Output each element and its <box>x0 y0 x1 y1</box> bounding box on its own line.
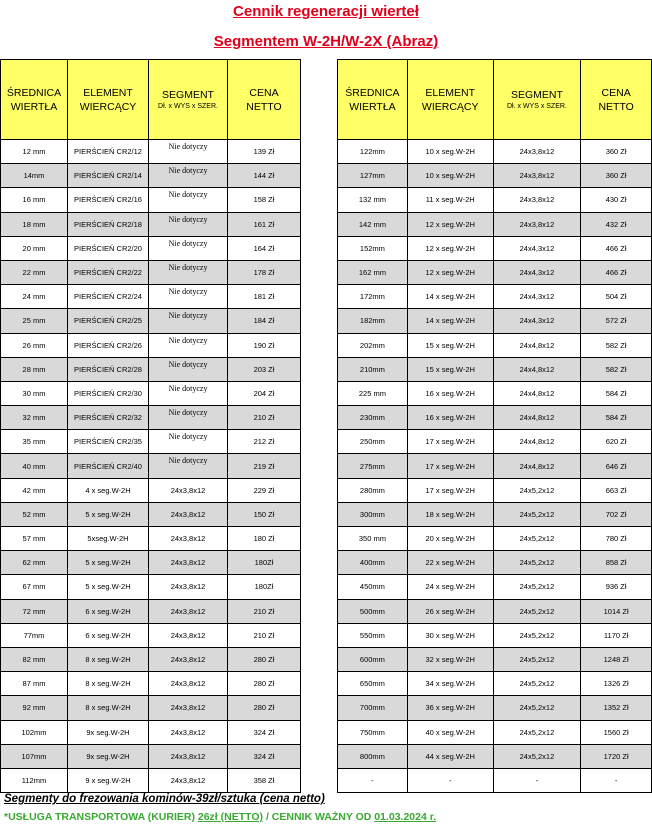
diameter-cell: 62 mm <box>1 551 68 575</box>
price-table-left <box>0 59 301 793</box>
element-cell: 14 x seg.W-2H <box>407 309 493 333</box>
segment-cell: 24x4,8x12 <box>493 333 581 357</box>
price-cell: 210 Zł <box>228 406 301 430</box>
element-cell: - <box>407 768 493 792</box>
segment-cell: Nie dotyczy <box>149 454 228 478</box>
table-row <box>1 454 301 478</box>
element-cell: 34 x seg.W-2H <box>407 672 493 696</box>
element-cell: 9 x seg.W-2H <box>68 768 149 792</box>
diameter-cell: 20 mm <box>1 236 68 260</box>
segment-cell: 24x5,2x12 <box>493 647 581 671</box>
element-cell: 32 x seg.W-2H <box>407 647 493 671</box>
diameter-cell: 16 mm <box>1 188 68 212</box>
price-cell: 180Zł <box>228 575 301 599</box>
diameter-cell: 25 mm <box>1 309 68 333</box>
price-cell: 210 Zł <box>228 599 301 623</box>
element-cell: 8 x seg.W-2H <box>68 672 149 696</box>
price-cell: 572 Zł <box>581 309 652 333</box>
table-row <box>1 212 301 236</box>
price-cell: 139 Zł <box>228 140 301 164</box>
table-row <box>1 333 301 357</box>
footer-segments-note: Segmenty do frezowania kominów-39zł/sztuka (cena netto) <box>4 793 325 805</box>
element-cell: PIERŚCIEŃ CR2/22 <box>68 260 149 284</box>
table-row <box>1 575 301 599</box>
element-cell: 30 x seg.W-2H <box>407 623 493 647</box>
segment-cell: 24x5,2x12 <box>493 744 581 768</box>
price-cell: 430 Zł <box>581 188 652 212</box>
price-cell: 212 Zł <box>228 430 301 454</box>
price-cell: 432 Zł <box>581 212 652 236</box>
table-row <box>1 164 301 188</box>
table-row <box>338 551 652 575</box>
table-row <box>1 527 301 551</box>
segment-cell: 24x4,3x12 <box>493 309 581 333</box>
segment-cell: Nie dotyczy <box>149 430 228 454</box>
diameter-cell: 350 mm <box>338 527 408 551</box>
price-cell: 324 Zł <box>228 720 301 744</box>
element-cell: 14 x seg.W-2H <box>407 285 493 309</box>
segment-cell: 24x5,2x12 <box>493 672 581 696</box>
segment-cell: 24x5,2x12 <box>493 623 581 647</box>
diameter-cell: 202mm <box>338 333 408 357</box>
price-table-right <box>337 59 652 793</box>
element-cell: PIERŚCIEŃ CR2/24 <box>68 285 149 309</box>
table-row <box>338 164 652 188</box>
element-cell: 10 x seg.W-2H <box>407 164 493 188</box>
price-cell: 504 Zł <box>581 285 652 309</box>
price-cell: - <box>581 768 652 792</box>
segment-cell: - <box>493 768 581 792</box>
page-subtitle: Segmentem W-2H/W-2X (Abraz) <box>213 33 439 50</box>
price-cell: 1326 Zł <box>581 672 652 696</box>
table-row <box>1 672 301 696</box>
diameter-cell: 18 mm <box>1 212 68 236</box>
segment-cell: 24x5,2x12 <box>493 720 581 744</box>
diameter-cell: 450mm <box>338 575 408 599</box>
diameter-cell: 82 mm <box>1 647 68 671</box>
element-cell: 17 x seg.W-2H <box>407 430 493 454</box>
price-cell: 466 Zł <box>581 260 652 284</box>
segment-cell: 24x5,2x12 <box>493 527 581 551</box>
table-row <box>338 647 652 671</box>
segment-cell: 24x4,8x12 <box>493 430 581 454</box>
price-cell: 164 Zł <box>228 236 301 260</box>
diameter-cell: 32 mm <box>1 406 68 430</box>
price-cell: 324 Zł <box>228 744 301 768</box>
table-row <box>1 357 301 381</box>
table-row <box>1 696 301 720</box>
price-cell: 584 Zł <box>581 406 652 430</box>
table-row <box>338 212 652 236</box>
table-row <box>338 768 652 792</box>
element-cell: 12 x seg.W-2H <box>407 236 493 260</box>
diameter-cell: 28 mm <box>1 357 68 381</box>
diameter-cell: 14mm <box>1 164 68 188</box>
segment-cell: 24x4,8x12 <box>493 454 581 478</box>
price-cell: 144 Zł <box>228 164 301 188</box>
segment-cell: Nie dotyczy <box>149 140 228 164</box>
table-row <box>338 623 652 647</box>
price-cell: 203 Zł <box>228 357 301 381</box>
table-row <box>338 575 652 599</box>
price-cell: 582 Zł <box>581 333 652 357</box>
price-cell: 358 Zł <box>228 768 301 792</box>
element-cell: 10 x seg.W-2H <box>407 140 493 164</box>
price-cell: 858 Zł <box>581 551 652 575</box>
diameter-cell: 800mm <box>338 744 408 768</box>
element-cell: 5 x seg.W-2H <box>68 502 149 526</box>
table-row <box>1 478 301 502</box>
table-row <box>1 381 301 405</box>
header-element: ELEMENT WIERCĄCY <box>68 60 149 140</box>
price-cell: 210 Zł <box>228 623 301 647</box>
diameter-cell: 77mm <box>1 623 68 647</box>
diameter-cell: 35 mm <box>1 430 68 454</box>
segment-cell: 24x3,8x12 <box>149 551 228 575</box>
segment-cell: 24x3,8x12 <box>149 623 228 647</box>
price-cell: 180 Zł <box>228 527 301 551</box>
diameter-cell: - <box>338 768 408 792</box>
diameter-cell: 87 mm <box>1 672 68 696</box>
element-cell: 17 x seg.W-2H <box>407 478 493 502</box>
segment-cell: 24x3,8x12 <box>149 575 228 599</box>
table-row <box>1 236 301 260</box>
table-row <box>1 406 301 430</box>
segment-cell: 24x3,8x12 <box>149 768 228 792</box>
element-cell: PIERŚCIEŃ CR2/12 <box>68 140 149 164</box>
segment-cell: 24x3,8x12 <box>149 696 228 720</box>
table-row <box>338 140 652 164</box>
element-cell: 4 x seg.W-2H <box>68 478 149 502</box>
element-cell: PIERŚCIEŃ CR2/32 <box>68 406 149 430</box>
table-row <box>1 502 301 526</box>
element-cell: 16 x seg.W-2H <box>407 381 493 405</box>
price-cell: 184 Zł <box>228 309 301 333</box>
price-cell: 1170 Zł <box>581 623 652 647</box>
diameter-cell: 300mm <box>338 502 408 526</box>
element-cell: 11 x seg.W-2H <box>407 188 493 212</box>
segment-cell: 24x4,3x12 <box>493 260 581 284</box>
segment-cell: 24x3,8x12 <box>149 527 228 551</box>
header-segment: SEGMENT Dł. x WYS x SZER. <box>149 60 228 140</box>
element-cell: 15 x seg.W-2H <box>407 333 493 357</box>
segment-cell: 24x3,8x12 <box>149 720 228 744</box>
price-cell: 280 Zł <box>228 696 301 720</box>
price-cell: 204 Zł <box>228 381 301 405</box>
table-row <box>338 478 652 502</box>
element-cell: 15 x seg.W-2H <box>407 357 493 381</box>
element-cell: PIERŚCIEŃ CR2/25 <box>68 309 149 333</box>
table-row <box>338 502 652 526</box>
table-row <box>338 381 652 405</box>
header-diameter: ŚREDNICA WIERTŁA <box>1 60 68 140</box>
element-cell: 8 x seg.W-2H <box>68 647 149 671</box>
element-cell: 44 x seg.W-2H <box>407 744 493 768</box>
segment-cell: 24x3,8x12 <box>149 647 228 671</box>
price-cell: 150 Zł <box>228 502 301 526</box>
segment-cell: 24x5,2x12 <box>493 551 581 575</box>
table-row <box>338 744 652 768</box>
price-cell: 780 Zł <box>581 527 652 551</box>
table-row <box>1 188 301 212</box>
table-row <box>338 720 652 744</box>
diameter-cell: 650mm <box>338 672 408 696</box>
table-row <box>1 309 301 333</box>
segment-cell: 24x3,8x12 <box>149 478 228 502</box>
table-row <box>338 333 652 357</box>
element-cell: 18 x seg.W-2H <box>407 502 493 526</box>
element-cell: 12 x seg.W-2H <box>407 212 493 236</box>
element-cell: PIERŚCIEŃ CR2/20 <box>68 236 149 260</box>
diameter-cell: 182mm <box>338 309 408 333</box>
table-row <box>1 140 301 164</box>
diameter-cell: 24 mm <box>1 285 68 309</box>
segment-cell: 24x4,8x12 <box>493 406 581 430</box>
table-row <box>1 647 301 671</box>
header-price: CENA NETTO <box>228 60 301 140</box>
diameter-cell: 26 mm <box>1 333 68 357</box>
price-cell: 181 Zł <box>228 285 301 309</box>
price-cell: 620 Zł <box>581 430 652 454</box>
diameter-cell: 230mm <box>338 406 408 430</box>
diameter-cell: 67 mm <box>1 575 68 599</box>
element-cell: 5 x seg.W-2H <box>68 575 149 599</box>
diameter-cell: 275mm <box>338 454 408 478</box>
element-cell: PIERŚCIEŃ CR2/26 <box>68 333 149 357</box>
segment-cell: 24x5,2x12 <box>493 575 581 599</box>
price-cell: 663 Zł <box>581 478 652 502</box>
diameter-cell: 500mm <box>338 599 408 623</box>
segment-cell: Nie dotyczy <box>149 285 228 309</box>
element-cell: 12 x seg.W-2H <box>407 260 493 284</box>
segment-cell: 24x3,8x12 <box>149 502 228 526</box>
price-cell: 1352 Zł <box>581 696 652 720</box>
diameter-cell: 225 mm <box>338 381 408 405</box>
element-cell: 17 x seg.W-2H <box>407 454 493 478</box>
segment-cell: Nie dotyczy <box>149 164 228 188</box>
table-row <box>338 188 652 212</box>
price-cell: 280 Zł <box>228 672 301 696</box>
table-row <box>1 260 301 284</box>
segment-cell: Nie dotyczy <box>149 357 228 381</box>
diameter-cell: 152mm <box>338 236 408 260</box>
price-cell: 360 Zł <box>581 140 652 164</box>
segment-cell: Nie dotyczy <box>149 406 228 430</box>
segment-cell: 24x3,8x12 <box>493 140 581 164</box>
price-cell: 466 Zł <box>581 236 652 260</box>
element-cell: 26 x seg.W-2H <box>407 599 493 623</box>
diameter-cell: 400mm <box>338 551 408 575</box>
diameter-cell: 102mm <box>1 720 68 744</box>
price-cell: 178 Zł <box>228 260 301 284</box>
diameter-cell: 280mm <box>338 478 408 502</box>
element-cell: 8 x seg.W-2H <box>68 696 149 720</box>
price-cell: 280 Zł <box>228 647 301 671</box>
element-cell: PIERŚCIEŃ CR2/35 <box>68 430 149 454</box>
table-row <box>1 720 301 744</box>
price-cell: 702 Zł <box>581 502 652 526</box>
table-row <box>338 454 652 478</box>
element-cell: 6 x seg.W-2H <box>68 623 149 647</box>
segment-cell: 24x3,8x12 <box>493 188 581 212</box>
segment-cell: 24x3,8x12 <box>493 164 581 188</box>
segment-cell: Nie dotyczy <box>149 381 228 405</box>
element-cell: PIERŚCIEŃ CR2/30 <box>68 381 149 405</box>
price-cell: 190 Zł <box>228 333 301 357</box>
segment-cell: Nie dotyczy <box>149 212 228 236</box>
table-row <box>1 599 301 623</box>
price-cell: 161 Zł <box>228 212 301 236</box>
diameter-cell: 122mm <box>338 140 408 164</box>
segment-cell: 24x4,8x12 <box>493 357 581 381</box>
header-diameter: ŚREDNICA WIERTŁA <box>338 60 408 140</box>
diameter-cell: 52 mm <box>1 502 68 526</box>
price-cell: 1560 Zł <box>581 720 652 744</box>
table-row <box>1 768 301 792</box>
segment-cell: 24x3,8x12 <box>493 212 581 236</box>
element-cell: 6 x seg.W-2H <box>68 599 149 623</box>
table-row <box>338 285 652 309</box>
diameter-cell: 600mm <box>338 647 408 671</box>
element-cell: 5 x seg.W-2H <box>68 551 149 575</box>
element-cell: 20 x seg.W-2H <box>407 527 493 551</box>
diameter-cell: 172mm <box>338 285 408 309</box>
table-row <box>1 285 301 309</box>
segment-cell: 24x3,8x12 <box>149 599 228 623</box>
header-segment: SEGMENT Dł. x WYS x SZER. <box>493 60 581 140</box>
price-cell: 646 Zł <box>581 454 652 478</box>
price-cell: 180Zł <box>228 551 301 575</box>
diameter-cell: 30 mm <box>1 381 68 405</box>
diameter-cell: 750mm <box>338 720 408 744</box>
price-cell: 936 Zł <box>581 575 652 599</box>
segment-cell: 24x3,8x12 <box>149 672 228 696</box>
element-cell: 9x seg.W-2H <box>68 744 149 768</box>
segment-cell: 24x5,2x12 <box>493 478 581 502</box>
diameter-cell: 142 mm <box>338 212 408 236</box>
diameter-cell: 12 mm <box>1 140 68 164</box>
segment-cell: Nie dotyczy <box>149 309 228 333</box>
price-cell: 158 Zł <box>228 188 301 212</box>
price-cell: 1248 Zł <box>581 647 652 671</box>
element-cell: 5xseg.W-2H <box>68 527 149 551</box>
element-cell: PIERŚCIEŃ CR2/18 <box>68 212 149 236</box>
table-row <box>338 527 652 551</box>
segment-cell: 24x5,2x12 <box>493 696 581 720</box>
diameter-cell: 57 mm <box>1 527 68 551</box>
table-row <box>338 260 652 284</box>
segment-cell: Nie dotyczy <box>149 188 228 212</box>
table-row <box>338 309 652 333</box>
segment-cell: 24x4,3x12 <box>493 236 581 260</box>
element-cell: 36 x seg.W-2H <box>407 696 493 720</box>
table-row <box>338 236 652 260</box>
element-cell: 24 x seg.W-2H <box>407 575 493 599</box>
price-cell: 582 Zł <box>581 357 652 381</box>
page-title: Cennik regeneracji wierteł <box>233 3 419 20</box>
diameter-cell: 72 mm <box>1 599 68 623</box>
diameter-cell: 700mm <box>338 696 408 720</box>
table-row <box>338 430 652 454</box>
diameter-cell: 132 mm <box>338 188 408 212</box>
price-cell: 1720 Zł <box>581 744 652 768</box>
table-row <box>1 430 301 454</box>
diameter-cell: 42 mm <box>1 478 68 502</box>
segment-cell: Nie dotyczy <box>149 333 228 357</box>
element-cell: 40 x seg.W-2H <box>407 720 493 744</box>
header-price: CENA NETTO <box>581 60 652 140</box>
segment-cell: Nie dotyczy <box>149 236 228 260</box>
element-cell: 22 x seg.W-2H <box>407 551 493 575</box>
diameter-cell: 112mm <box>1 768 68 792</box>
table-row <box>1 551 301 575</box>
diameter-cell: 40 mm <box>1 454 68 478</box>
price-cell: 1014 Zł <box>581 599 652 623</box>
diameter-cell: 250mm <box>338 430 408 454</box>
segment-cell: 24x5,2x12 <box>493 502 581 526</box>
element-cell: 16 x seg.W-2H <box>407 406 493 430</box>
diameter-cell: 22 mm <box>1 260 68 284</box>
table-row <box>338 357 652 381</box>
segment-cell: 24x3,8x12 <box>149 744 228 768</box>
element-cell: PIERŚCIEŃ CR2/14 <box>68 164 149 188</box>
diameter-cell: 127mm <box>338 164 408 188</box>
table-row <box>1 623 301 647</box>
price-cell: 219 Zł <box>228 454 301 478</box>
element-cell: PIERŚCIEŃ CR2/40 <box>68 454 149 478</box>
segment-cell: Nie dotyczy <box>149 260 228 284</box>
price-cell: 229 Zł <box>228 478 301 502</box>
table-row <box>338 406 652 430</box>
diameter-cell: 550mm <box>338 623 408 647</box>
table-row <box>338 696 652 720</box>
diameter-cell: 162 mm <box>338 260 408 284</box>
table-row <box>338 599 652 623</box>
element-cell: PIERŚCIEŃ CR2/28 <box>68 357 149 381</box>
footer-transport-note: *USŁUGA TRANSPORTOWA (KURIER) 26zł (NETTO) / CENNIK WAŻNY OD 01.03.2024 r. <box>4 811 437 823</box>
element-cell: PIERŚCIEŃ CR2/16 <box>68 188 149 212</box>
header-element: ELEMENT WIERCĄCY <box>407 60 493 140</box>
diameter-cell: 92 mm <box>1 696 68 720</box>
price-cell: 584 Zł <box>581 381 652 405</box>
segment-cell: 24x4,3x12 <box>493 285 581 309</box>
element-cell: 9x seg.W-2H <box>68 720 149 744</box>
diameter-cell: 107mm <box>1 744 68 768</box>
segment-cell: 24x5,2x12 <box>493 599 581 623</box>
segment-cell: 24x4,8x12 <box>493 381 581 405</box>
table-row <box>338 672 652 696</box>
price-cell: 360 Zł <box>581 164 652 188</box>
diameter-cell: 210mm <box>338 357 408 381</box>
table-row <box>1 744 301 768</box>
